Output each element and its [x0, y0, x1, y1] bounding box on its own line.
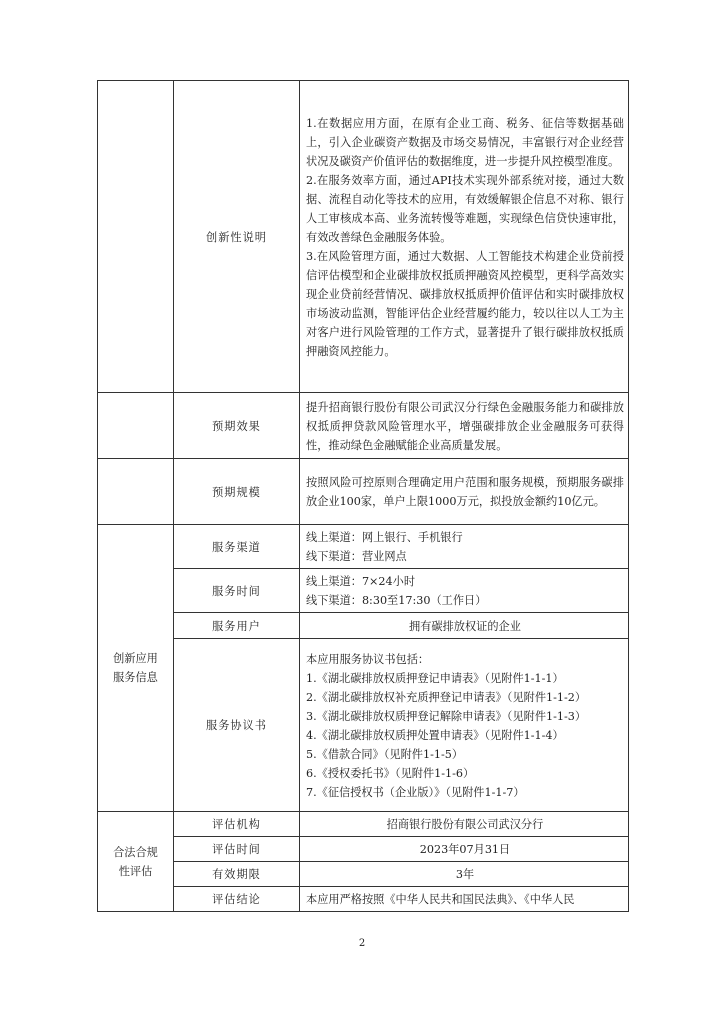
- agreement-item-3: 3.《湖北碳排放权质押登记解除申请表》（见附件1-1-3）: [306, 709, 587, 723]
- service-info-category: 创新应用服务信息: [98, 525, 174, 812]
- expected-effect-text: 提升招商银行股份有限公司武汉分行绿色金融服务能力和碳排放权抵质押贷款风险管理水平，增强碳排放企业金融服务可获得性，推动绿色金融赋能企业高质量发展。: [300, 393, 629, 459]
- offline-hours: 线下渠道：8:30至17:30（工作日）: [306, 594, 487, 607]
- legal-category: 合法合规性评估: [98, 812, 174, 912]
- legal-time-label: 评估时间: [174, 837, 300, 862]
- innovation-paragraph-3: 3.在风险管理方面，通过大数据、人工智能技术构建企业贷前授信评估模型和企业碳排放权抵质押融资风控模型，更科学高效实现企业贷前经营情况、碳排放权抵质押价值评估和实时碳排放权市场波动监测，智能评估企业经营履约能力，较以往以人工为主对客户进行风险管理的工作方式，显著提升了银行碳排放权抵质押融资风控能力。: [306, 249, 624, 358]
- legal-time-value: 2023年07月31日: [300, 837, 629, 862]
- service-hours-text: [300, 569, 629, 613]
- service-agreement-text: [300, 639, 629, 812]
- service-channel-text: [300, 525, 629, 569]
- legal-validity-value: 3年: [300, 862, 629, 887]
- legal-validity-row: [98, 862, 629, 887]
- service-users-row: [98, 613, 629, 639]
- innovation-category-cell: [98, 81, 174, 393]
- service-channel-label: 服务渠道: [174, 525, 300, 569]
- service-users-label: 服务用户: [174, 613, 300, 639]
- expected-effect-label: 预期效果: [174, 393, 300, 459]
- offline-channel: 线下渠道：营业网点: [306, 550, 407, 563]
- service-agreement-label: 服务协议书: [174, 639, 300, 812]
- agreement-item-4: 4.《湖北碳排放权质押处置申请表》（见附件1-1-4）: [306, 728, 564, 742]
- expected-scale-row: [98, 459, 629, 525]
- legal-org-label: 评估机构: [174, 812, 300, 837]
- legal-conclusion-value: 本应用严格按照《中华人民共和国民法典》、《中华人民: [300, 887, 629, 912]
- expected-scale-label: 预期规模: [174, 459, 300, 525]
- service-agreement-row: [98, 639, 629, 812]
- agreement-intro: 本应用服务协议书包括：: [306, 652, 430, 666]
- agreement-item-7: 7.《征信授权书（企业版）》（见附件1-1-7）: [306, 785, 525, 799]
- online-channel: 线上渠道：网上银行、手机银行: [306, 531, 463, 544]
- legal-org-row: [98, 812, 629, 837]
- agreement-item-6: 6.《授权委托书》（见附件1-1-6）: [306, 766, 475, 780]
- online-hours: 线上渠道：7×24小时: [306, 575, 416, 588]
- innovation-desc-label: 创新性说明: [174, 81, 300, 393]
- service-hours-label: 服务时间: [174, 569, 300, 613]
- service-users-text: 拥有碳排放权证的企业: [300, 613, 629, 639]
- innovation-row: [98, 81, 629, 393]
- innovation-paragraph-1: 1.在数据应用方面，在原有企业工商、税务、征信等数据基础上，引入企业碳资产数据及市场交易情况，丰富银行对企业经营状况及碳资产价值评估的数据维度，进一步提升风控模型准度。: [306, 116, 624, 168]
- page-number: 2: [358, 938, 366, 949]
- service-hours-row: [98, 569, 629, 613]
- innovation-paragraph-2: 2.在服务效率方面，通过API技术实现外部系统对接，通过大数据、流程自动化等技术的应用，有效缓解银企信息不对称、银行人工审核成本高、业务流转慢等难题，实现绿色信贷快速审批，有效改善绿色金融服务体验。: [306, 173, 624, 244]
- innovation-desc-text: [300, 81, 629, 393]
- legal-conclusion-label: 评估结论: [174, 887, 300, 912]
- legal-validity-label: 有效期限: [174, 862, 300, 887]
- application-info-table: [97, 80, 629, 912]
- agreement-item-2: 2.《湖北碳排放权补充质押登记申请表》（见附件1-1-2）: [306, 690, 587, 704]
- service-channel-row: [98, 525, 629, 569]
- expected-scale-text: 按照风险可控原则合理确定用户范围和服务规模，预期服务碳排放企业100家，单户上限1000万元，拟投放金额约10亿元。: [300, 459, 629, 525]
- expected-effect-row: [98, 393, 629, 459]
- agreement-item-1: 1.《湖北碳排放权质押登记申请表》（见附件1-1-1）: [306, 671, 564, 685]
- legal-conclusion-row: [98, 887, 629, 912]
- legal-time-row: [98, 837, 629, 862]
- agreement-item-5: 5.《借款合同》（见附件1-1-5）: [306, 747, 464, 761]
- legal-org-value: 招商银行股份有限公司武汉分行: [300, 812, 629, 837]
